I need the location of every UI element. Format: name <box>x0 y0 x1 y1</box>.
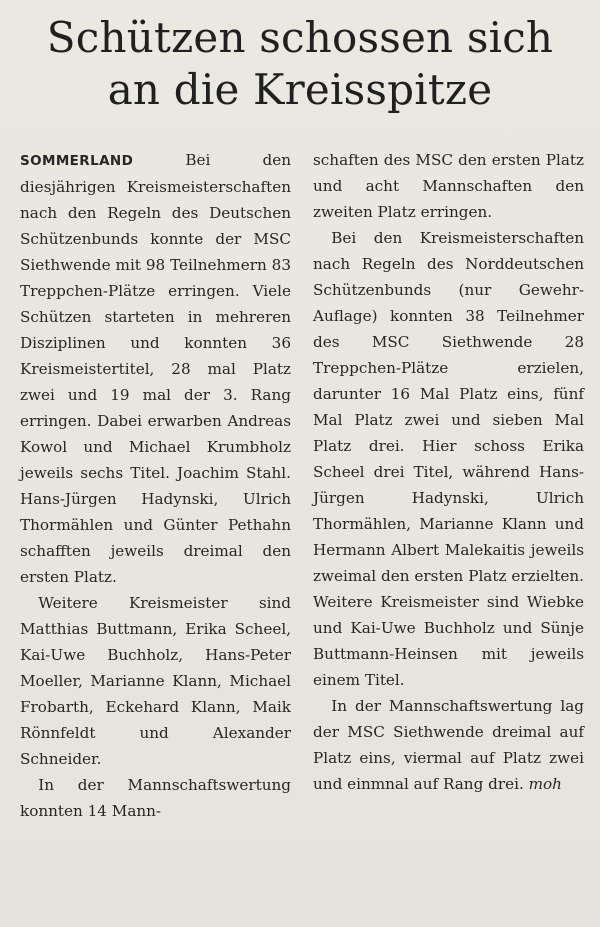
paragraph: Bei den Kreismeisterschaften nach Regeln des Norddeutschen Schützenbunds (nur Gewehr-Auflage) konnten 38 Teilnehmer des MSC Siethwende 28 Treppchen-Plätze erzielen, darunter 16 Mal Platz eins, fünf Mal Platz zwei und sieben Mal Platz drei. Hier schoss Erika Scheel drei Titel, während Hans-Jürgen Hadynski, Ulrich Thormählen, Marianne Klann und Hermann Albert Malekaitis jeweils zweimal den ersten Platz erzielten. Weitere Kreismeister sind Wiebke und Kai-Uwe Buchholz und Sünje Buttmann-Heinsen mit jeweils einem Titel. <box>313 229 584 689</box>
paragraph-text: In der Mannschaftswertung lag der MSC Siethwende dreimal auf Platz eins, viermal auf Platz zwei und einmnal auf Rang drei. <box>313 697 584 793</box>
article-headline <box>0 0 600 116</box>
paragraph <box>20 147 291 590</box>
column-1 <box>20 147 291 921</box>
paragraph-text: Bei den diesjährigen Kreismeisterschaften nach den Regeln des Deutschen Schützenbunds konnte der MSC Siethwende mit 98 Teilnehmern 83 Treppchen-Plätze erringen. Viele Schützen starteten in mehreren Disziplinen und konnten 36 Kreismeistertitel, 28 mal Platz zwei und 19 mal der 3. Rang erringen. Dabei erwarben Andreas Kowol und Michael Krumbholz jeweils sechs Titel. Joachim Stahl. Hans-Jürgen Hadynski, Ulrich Thormählen und Günter Pethahn schafften jeweils dreimal den ersten Platz. <box>20 151 291 586</box>
article-body <box>20 147 584 921</box>
paragraph: In der Mannschaftswertung konnten 14 Mann- <box>20 776 291 820</box>
paragraph: schaften des MSC den ersten Platz und acht Mannschaften den zweiten Platz erringen. <box>313 151 584 221</box>
column-2 <box>313 147 584 921</box>
headline-line-2: an die Kreisspitze <box>107 65 493 114</box>
author-initials: moh <box>528 775 562 793</box>
headline-line-1: Schützen schossen sich <box>46 13 554 62</box>
paragraph: Weitere Kreismeister sind Matthias Buttmann, Erika Scheel, Kai-Uwe Buchholz, Hans-Peter Moeller, Marianne Klann, Michael Frobarth, Eckehard Klann, Maik Rönnfeldt und Alexander Schneider. <box>20 594 291 768</box>
dateline: SOMMERLAND <box>20 153 134 169</box>
paragraph <box>313 693 584 797</box>
